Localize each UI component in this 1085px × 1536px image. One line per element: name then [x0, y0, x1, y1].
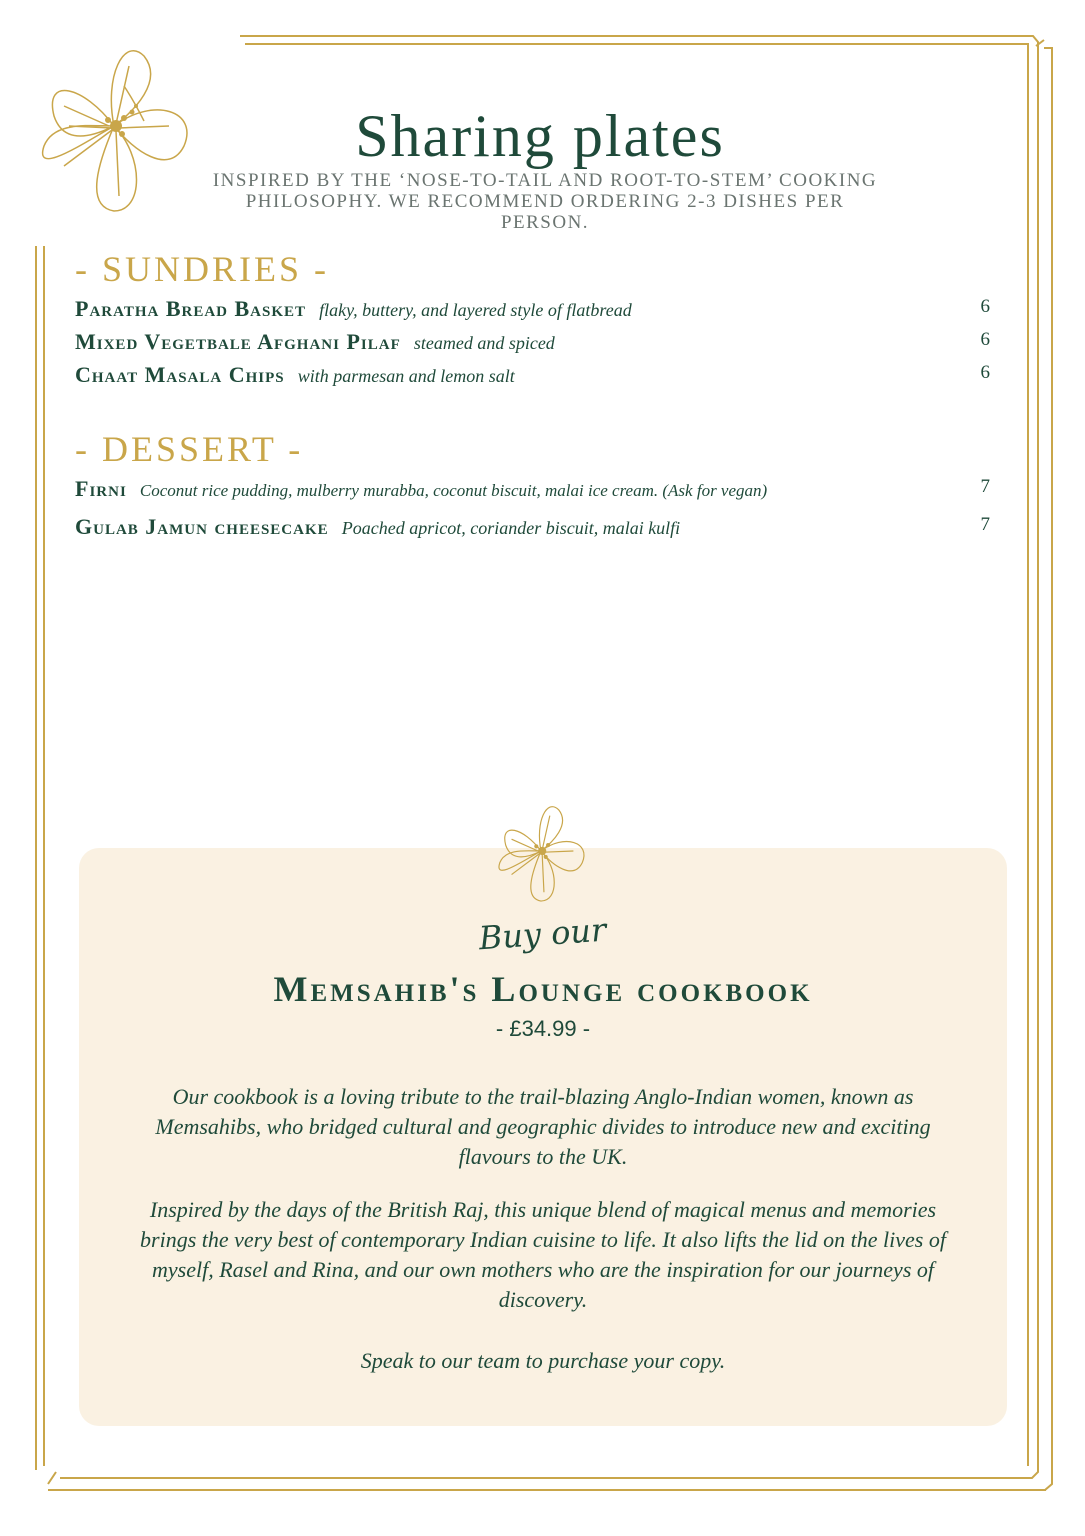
buy-our-label: Buy our [477, 910, 608, 958]
menu-item [75, 476, 990, 506]
menu-item-desc: with parmesan and lemon salt [297, 366, 515, 386]
menu-item-desc: steamed and spiced [413, 333, 555, 353]
cookbook-price: - £34.99 - [495, 1016, 591, 1041]
menu-item-price: 7 [980, 514, 990, 535]
flower-icon [24, 26, 204, 226]
menu-item-desc: Coconut rice pudding, mulberry murabba, coconut biscuit, malai ice cream. (Ask for vegan) [139, 481, 768, 500]
menu-item [75, 296, 990, 326]
menu-item-price: 7 [980, 476, 990, 497]
flower-icon [488, 792, 594, 910]
menu-item-name: Gulab Jamun cheesecake [75, 514, 329, 539]
menu-item [75, 329, 990, 359]
menu-item-name: Chaat Masala Chips [75, 362, 285, 387]
cookbook-title: Memsahib's Lounge cookbook [273, 969, 813, 1009]
menu-item-price: 6 [980, 362, 990, 383]
promo-paragraph: Inspired by the days of the British Raj, this unique blend of magical menus and memories brings the very best of contemporary Indian cuisine to life. It also lifts the lid on the lives of myself, Rasel and Rina, and our own mothers who are the inspiration for our journeys of discovery. [140, 1197, 946, 1312]
menu-item-name: Paratha Bread Basket [75, 296, 307, 321]
menu-item [75, 514, 990, 544]
section-heading-sundries: - SUNDRIES - [75, 249, 330, 289]
promo-call-to-action: Speak to our team to purchase your copy. [360, 1348, 726, 1373]
menu-item [75, 362, 990, 392]
menu-item-desc: Poached apricot, coriander biscuit, malai kulfi [341, 518, 681, 538]
menu-item-price: 6 [980, 329, 990, 350]
promo-paragraph: Our cookbook is a loving tribute to the trail-blazing Anglo-Indian women, known as Memsahibs, who bridged cultural and geographic divides to introduce new and exciting flavours to the UK. [155, 1084, 931, 1169]
menu-item-name: Mixed Vegetbale Afghani Pilaf [75, 329, 401, 354]
menu-item-desc: flaky, buttery, and layered style of flatbread [319, 300, 632, 320]
section-heading-dessert: - DESSERT - [75, 429, 304, 469]
page-subtitle: INSPIRED BY THE ‘NOSE-TO-TAIL AND ROOT-TO-STEM’ COOKING PHILOSOPHY. WE RECOMMEND ORDERING 2-3 DISHES PER PERSON. [212, 170, 878, 233]
menu-item-price: 6 [980, 296, 990, 317]
menu-item-name: Firni [75, 476, 127, 501]
page-title: Sharing plates [355, 103, 725, 169]
